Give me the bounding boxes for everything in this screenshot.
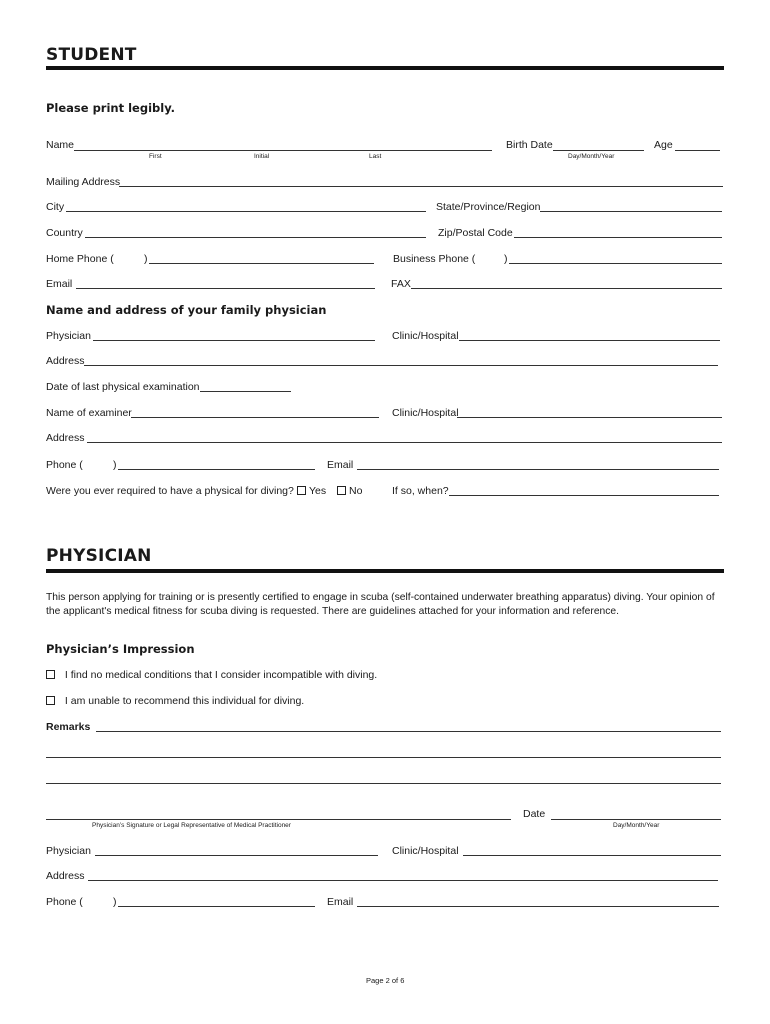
print-instruction: Please print legibly. xyxy=(46,101,176,115)
yes-label: Yes xyxy=(309,485,327,497)
examiner-clinic-label: Clinic/Hospital xyxy=(392,407,459,419)
option-1-label: I find no medical conditions that I consider incompatible with diving. xyxy=(64,669,378,681)
physician-phone-close: ) xyxy=(113,896,117,908)
fax-label: FAX xyxy=(391,278,411,290)
physician-name-field[interactable] xyxy=(95,855,378,856)
physician-name-label: Physician xyxy=(46,845,91,857)
business-phone-label: Business Phone ( xyxy=(393,253,476,265)
name-last-sub: Last xyxy=(369,153,382,160)
physician-clinic-label: Clinic/Hospital xyxy=(392,845,459,857)
city-field[interactable] xyxy=(66,211,426,212)
examiner-email-field[interactable] xyxy=(357,469,719,470)
age-label: Age xyxy=(654,139,673,151)
birth-date-field[interactable] xyxy=(553,150,644,151)
physician-label: Physician xyxy=(46,330,91,342)
zip-field[interactable] xyxy=(514,237,722,238)
physician-email-label: Email xyxy=(327,896,354,908)
examiner-address-label: Address xyxy=(46,432,85,444)
no-option[interactable] xyxy=(337,485,362,497)
if-so-field[interactable] xyxy=(449,495,719,496)
option-2-label: I am unable to recommend this individual for diving. xyxy=(64,695,305,707)
mailing-address-field[interactable] xyxy=(119,186,723,187)
physician-heading: PHYSICIAN xyxy=(46,546,152,566)
home-phone-field[interactable] xyxy=(149,263,374,264)
physician-intro: This person applying for training or is presently certified to engage in scuba (self-contained underwater breathing apparatus) diving. Your opinion of the applicant's medical fitness for scuba diving is requested. There are guidelines attached for your information and reference. xyxy=(46,592,715,617)
physician-phone-field[interactable] xyxy=(118,906,315,907)
email-label: Email xyxy=(46,278,73,290)
business-phone-field[interactable] xyxy=(509,263,722,264)
remarks-label: Remarks xyxy=(46,721,91,733)
physician-address-field[interactable] xyxy=(84,365,718,366)
last-exam-label: Date of last physical examination xyxy=(46,381,200,393)
email-field[interactable] xyxy=(76,288,375,289)
remarks-line-1[interactable] xyxy=(96,731,721,732)
state-label: State/Province/Region xyxy=(436,201,541,213)
examiner-field[interactable] xyxy=(131,417,379,418)
date-label: Date xyxy=(523,808,546,820)
clinic-field[interactable] xyxy=(459,340,720,341)
signature-sub: Physician’s Signature or Legal Representative of Medical Practitioner xyxy=(92,822,291,829)
home-phone-close: ) xyxy=(144,253,148,265)
impression-option-1[interactable] xyxy=(46,669,377,681)
no-label: No xyxy=(349,485,363,497)
physician-field[interactable] xyxy=(93,340,375,341)
fax-field[interactable] xyxy=(411,288,722,289)
birth-date-sub: Day/Month/Year xyxy=(568,153,615,160)
country-field[interactable] xyxy=(85,237,426,238)
option-1-checkbox[interactable] xyxy=(46,670,55,679)
name-field[interactable] xyxy=(74,150,492,151)
state-field[interactable] xyxy=(540,211,722,212)
date-field[interactable] xyxy=(551,819,721,820)
mailing-address-label: Mailing Address xyxy=(46,176,121,188)
date-sub: Day/Month/Year xyxy=(613,822,660,829)
examiner-email-label: Email xyxy=(327,459,354,471)
business-phone-close: ) xyxy=(504,253,508,265)
examiner-phone-field[interactable] xyxy=(118,469,315,470)
name-first-sub: First xyxy=(149,153,162,160)
physician-addr-field[interactable] xyxy=(88,880,718,881)
diving-question: Were you ever required to have a physical for diving? xyxy=(46,485,294,497)
name-label: Name xyxy=(46,139,75,151)
country-label: Country xyxy=(46,227,83,239)
clinic-label: Clinic/Hospital xyxy=(392,330,459,342)
yes-checkbox[interactable] xyxy=(297,486,306,495)
physician-address-label: Address xyxy=(46,355,85,367)
examiner-phone-label: Phone ( xyxy=(46,459,83,471)
no-checkbox[interactable] xyxy=(337,486,346,495)
city-label: City xyxy=(46,201,65,213)
physician-heading-rule xyxy=(46,569,724,573)
physician-email-field[interactable] xyxy=(357,906,719,907)
student-heading: STUDENT xyxy=(46,45,137,65)
family-physician-heading: Name and address of your family physician xyxy=(46,303,327,317)
physician-addr-label: Address xyxy=(46,870,85,882)
examiner-address-field[interactable] xyxy=(87,442,722,443)
zip-label: Zip/Postal Code xyxy=(438,227,513,239)
physician-phone-label: Phone ( xyxy=(46,896,83,908)
if-so-label: If so, when? xyxy=(392,485,449,497)
yes-option[interactable] xyxy=(297,485,326,497)
birth-date-label: Birth Date xyxy=(506,139,553,151)
name-initial-sub: Initial xyxy=(254,153,270,160)
last-exam-field[interactable] xyxy=(200,391,291,392)
signature-field[interactable] xyxy=(46,819,511,820)
examiner-phone-close: ) xyxy=(113,459,117,471)
impression-heading: Physician’s Impression xyxy=(46,642,195,656)
option-2-checkbox[interactable] xyxy=(46,696,55,705)
remarks-line-2[interactable] xyxy=(46,757,721,758)
examiner-label: Name of examiner xyxy=(46,407,132,419)
examiner-clinic-field[interactable] xyxy=(457,417,722,418)
home-phone-label: Home Phone ( xyxy=(46,253,114,265)
physician-clinic-field[interactable] xyxy=(463,855,721,856)
impression-option-2[interactable] xyxy=(46,695,304,707)
student-heading-rule xyxy=(46,66,724,70)
age-field[interactable] xyxy=(675,150,720,151)
remarks-line-3[interactable] xyxy=(46,783,721,784)
page-number: Page 2 of 6 xyxy=(366,976,405,985)
